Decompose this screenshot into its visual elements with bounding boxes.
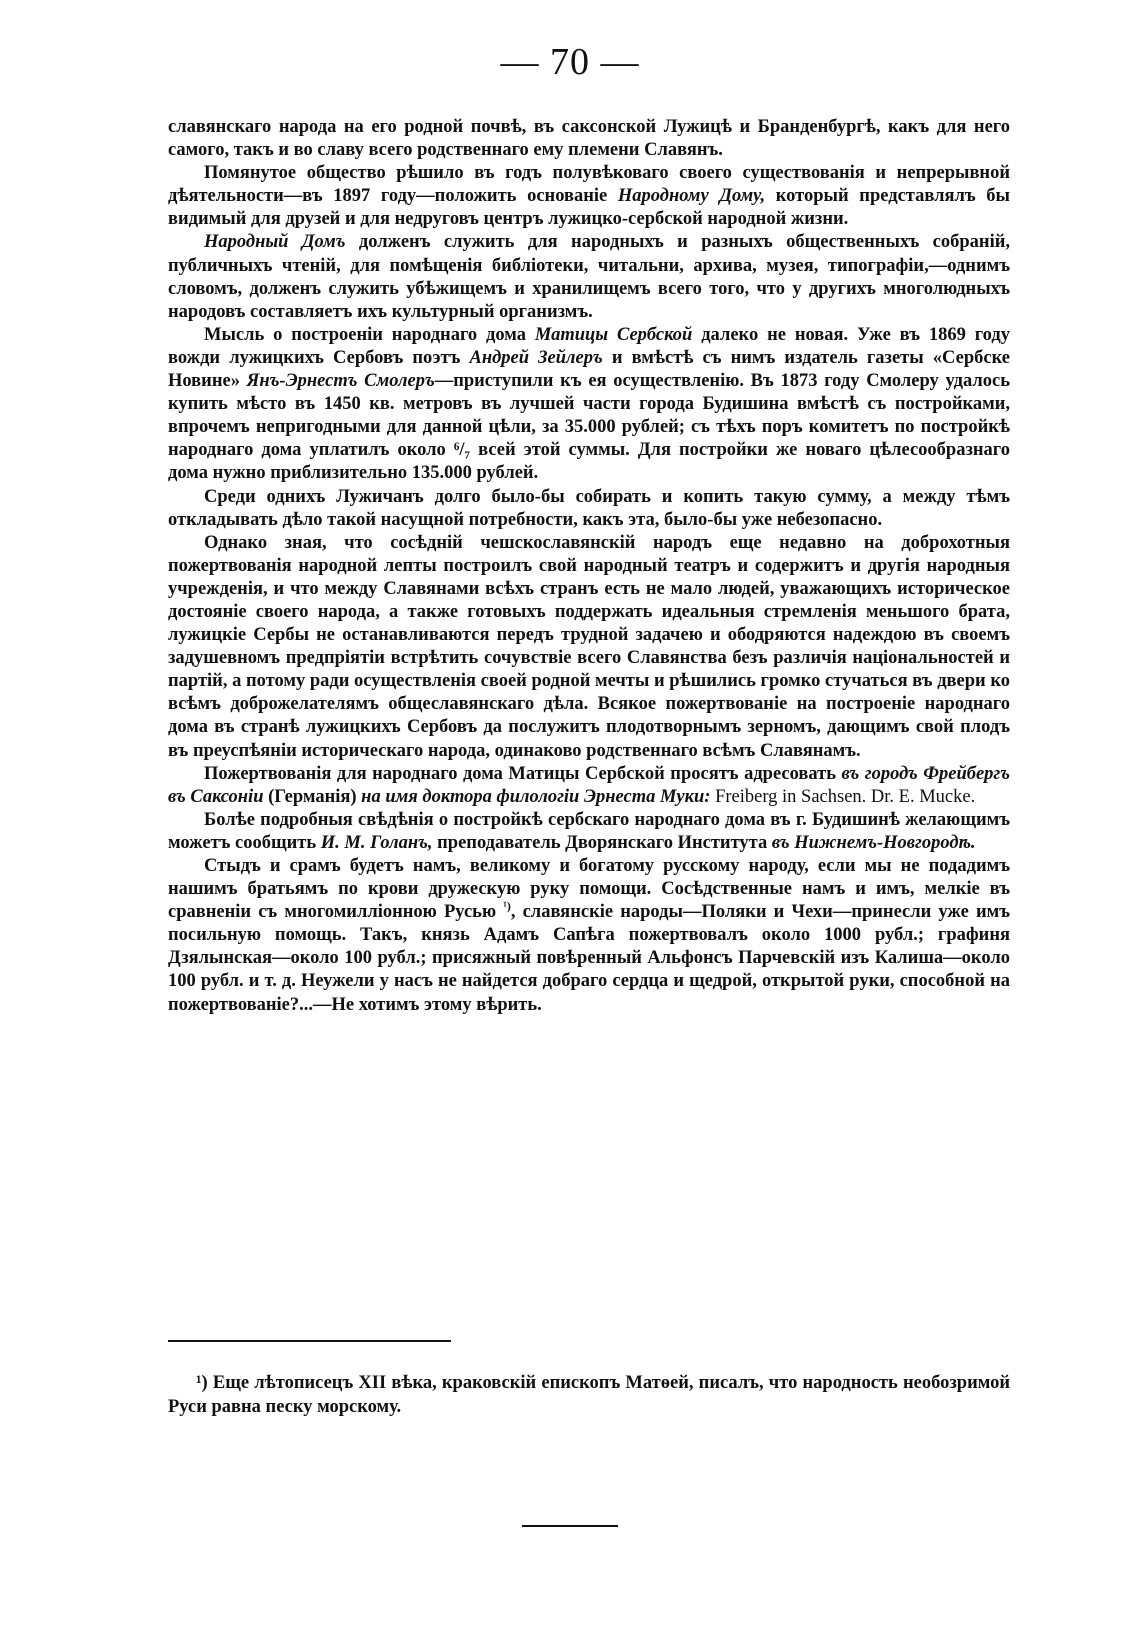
paragraph-7-part-c: (Германія) bbox=[263, 786, 362, 807]
paragraph-5-text: Среди однихъ Лужичанъ долго было-бы собирать и копить такую сумму, а между тѣмъ откладывать дѣло такой насущной потребности, какъ эта, было-бы уже небезопасно. bbox=[168, 486, 1010, 530]
paragraph-3-emphasis: Народный Домъ bbox=[204, 232, 346, 253]
paragraph-7-emphasis-recipient: на имя доктора филологіи Эрнеста Муки: bbox=[361, 786, 711, 807]
paragraph-4-emphasis-zeiler: Андрей Зейлеръ bbox=[469, 347, 603, 368]
paragraph-7-address: Freiberg in Sachsen. Dr. E. Mucke. bbox=[710, 786, 976, 807]
footnote-separator bbox=[168, 1340, 451, 1342]
paragraph-4-emphasis-smoler: Янъ-Эрнестъ Смолеръ bbox=[246, 371, 435, 392]
paragraph-4-part-a: Мысль о построеніи народнаго дома bbox=[204, 324, 535, 345]
paragraph-4-part-c: далеко не новая. Уже въ 1869 году вожди лужицкихъ Сербовъ поэтъ bbox=[168, 324, 1010, 368]
paragraph-9-part-a: Стыдъ и срамъ будетъ намъ, великому и богатому русскому народу, если мы не подадимъ нашимъ братьямъ по крови дружескую руку помощи. Сосѣдственные намъ и имъ, мелкіе въ сравненіи съ многомилліонною Русью bbox=[168, 856, 1010, 923]
paragraph-4-part-g: —приступили къ ея осуществленію. Въ 1873 году Смолеру удалось купить мѣсто въ 1450 кв. метровъ въ лучшей части города Будишина вмѣстѣ съ постройками, впрочемъ непригодными для данной цѣли, за 35.000 рублей; съ тѣхъ поръ комитетъ по постройкѣ народнаго дома уплатилъ около ⁶/₇ всей этой суммы. Для постройки же новаго цѣлесообразнаго дома нужно приблизительно 135.000 рублей. bbox=[168, 371, 1010, 484]
paragraph-2-emphasis: Народному Дому, bbox=[617, 186, 766, 207]
paragraph-8 bbox=[168, 809, 1010, 855]
paragraph-3-part-b: долженъ служить для народныхъ и разныхъ общественныхъ собраній, публичныхъ чтеній, для помѣщенія библіотеки, читальни, архива, музея, типографіи,—однимъ словомъ, долженъ служить убѣжищемъ и хранилищемъ всего того, что у другихъ многолюдныхъ народовъ составляетъ ихъ культурный организмъ. bbox=[168, 232, 1010, 322]
paragraph-9 bbox=[168, 855, 1010, 1017]
paragraph-2-part-a: Помянутое общество рѣшило въ годъ полувѣковаго своего существованія и непрерывной дѣятельности—въ 1897 году—положить основаніе bbox=[168, 163, 1010, 207]
paragraph-9-part-b: , славянскіе народы—Поляки и Чехи—принесли уже имъ посильную помощь. Такъ, князь Адамъ Сапѣга пожертвовалъ около 1000 рубл.; графиня Дзялынская—около 100 рубл.; присяжный повѣренный Альфонсъ Парчевскій изъ Калиша—около 100 рубл. и т. д. Неужели у насъ не найдется добраго сердца и щедрой, открытой руки, способной на пожертвованіе?...—Не хотимъ этому вѣрить. bbox=[168, 902, 1010, 1015]
paragraph-2-part-c: который представлялъ бы видимый для друзей и для недруговъ центръ лужицко-сербской народной жизни. bbox=[168, 186, 1010, 230]
paragraph-1-text: славянскаго народа на его родной почвѣ, въ саксонской Лужицѣ и Бранденбургѣ, какъ для него самого, такъ и во славу всего родственнаго ему племени Славянъ. bbox=[168, 117, 1010, 161]
paragraph-4-part-e: и вмѣстѣ съ нимъ издатель газеты «Сербске Новине» bbox=[168, 347, 1011, 392]
end-rule bbox=[522, 1525, 618, 1527]
paragraph-3 bbox=[168, 231, 1010, 323]
paragraph-8-emphasis-city: въ Нижнемъ-Новгородѣ. bbox=[771, 832, 976, 853]
footnote-reference: ¹) bbox=[503, 899, 511, 914]
paragraph-8-emphasis-golan: И. М. Голанъ, bbox=[320, 832, 433, 853]
paragraph-5 bbox=[168, 486, 1010, 532]
paragraph-4 bbox=[168, 324, 1010, 486]
paragraph-6 bbox=[168, 532, 1010, 763]
paragraph-7 bbox=[168, 763, 1010, 809]
page-number: — 70 — bbox=[500, 41, 640, 83]
paragraph-6-text: Однако зная, что сосѣдній чешскославянскій народъ еще недавно на доброхотныя пожертвованія народной лепты построилъ свой народный театръ и содержитъ и другія народныя учрежденія, и что между Славянами всѣхъ странъ есть не мало людей, уважающихъ историческое достояніе своего народа, а также готовыхъ поддержать идеальныя стремленія меньшого брата, лужицкіе Сербы не останавливаются передъ трудной задачею и ободряются надеждою въ своемъ задушевномъ предпріятіи встрѣтить сочувствіе всего Славянства безъ различія національностей и партій, а потому ради осуществленія своей родной мечты и рѣшились громко стучаться въ двери ко всѣмъ доброжелателямъ общеславянскаго дѣла. Всякое пожертвованіе на построеніе народнаго дома въ странѣ лужицкихъ Сербовъ да послужитъ плодотворнымъ зерномъ, дающимъ свой плодъ въ преуспѣяніи историческаго народа, одинаково родственнаго всѣмъ Славянамъ. bbox=[168, 532, 1010, 761]
paragraph-7-emphasis-city: въ городъ Фрейбергъ въ Саксоніи bbox=[168, 763, 1010, 807]
main-text bbox=[168, 116, 1010, 1017]
paragraph-4-emphasis-matica: Матицы Сербской bbox=[534, 324, 693, 345]
paragraph-1 bbox=[168, 116, 1010, 162]
paragraph-2 bbox=[168, 162, 1010, 231]
paragraph-7-part-a: Пожертвованія для народнаго дома Матицы Сербской просятъ адресовать bbox=[204, 763, 842, 784]
paragraph-8-part-a: Болѣе подробныя свѣдѣнія о постройкѣ сербскаго народнаго дома въ г. Будишинѣ желающимъ можетъ сообщить bbox=[168, 809, 1010, 853]
paragraph-8-part-c: преподаватель Дворянскаго Института bbox=[432, 832, 772, 853]
footnote: ¹) Еще лѣтописецъ XII вѣка, краковскій епископъ Матѳей, писалъ, что народность необозримой Руси равна песку морскому. bbox=[168, 1373, 1010, 1417]
